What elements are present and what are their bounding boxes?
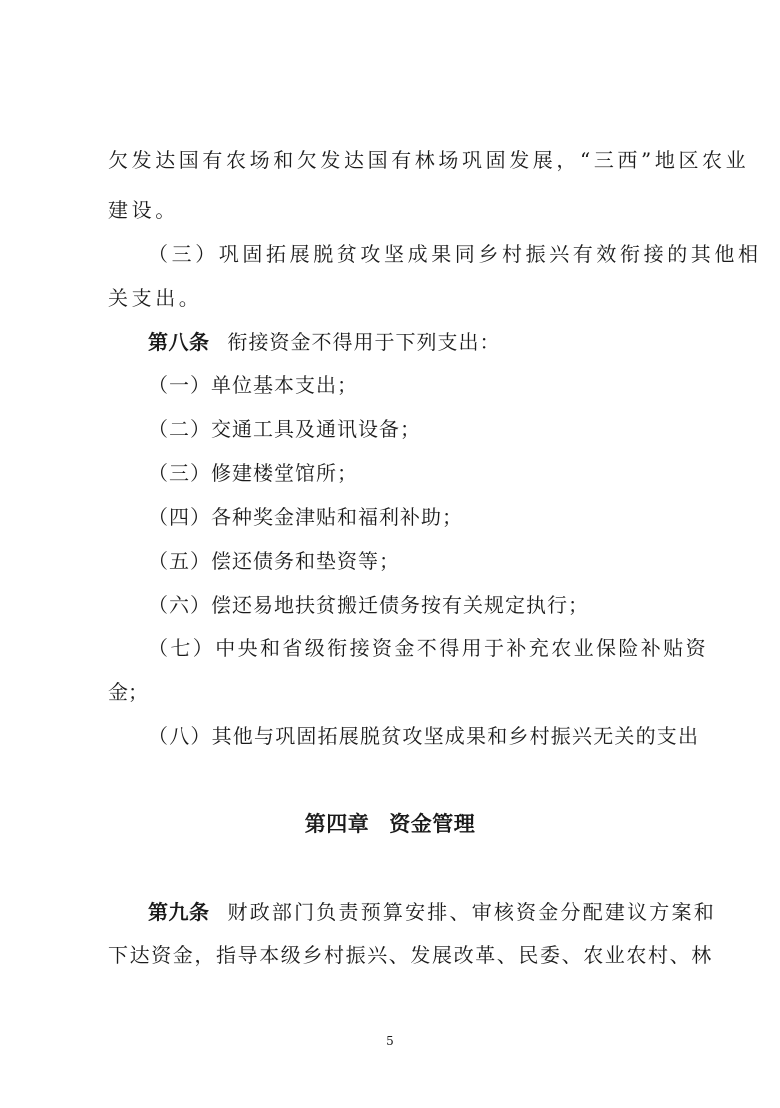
paragraph-line: 欠发达国有农场和欠发达国有林场巩固发展，“三西”地区农业 [108, 148, 750, 172]
article-text: 财政部门负责预算安排、审核资金分配建议方案和 [227, 900, 716, 924]
paragraph-line: 关支出。 [108, 286, 203, 310]
list-item: （一）单位基本支出； [148, 373, 358, 397]
chapter-number: 第四章 [304, 812, 370, 836]
paragraph-line: （三）巩固拓展脱贫攻坚成果同乡村振兴有效衔接的其他相 [148, 242, 762, 266]
chapter-heading [0, 810, 780, 838]
article-heading: 第九条 [148, 900, 210, 924]
list-item: （七）中央和省级衔接资金不得用于补充农业保险补贴资 [148, 636, 708, 660]
list-item-continuation: 金； [108, 680, 148, 704]
list-item: （四）各种奖金津贴和福利补助； [148, 505, 463, 529]
article-9-line [148, 898, 780, 926]
list-item: （三）修建楼堂馆所； [148, 461, 358, 485]
paragraph-line: 建设。 [108, 198, 179, 222]
article-text: 衔接资金不得用于下列支出： [227, 330, 501, 354]
list-item: （五）偿还债务和垫资等； [148, 549, 400, 573]
list-item: （八）其他与巩固拓展脱贫攻坚成果和乡村振兴无关的支出 [148, 724, 700, 748]
paragraph-line: 下达资金，指导本级乡村振兴、发展改革、民委、农业农村、林 [108, 943, 713, 967]
list-item: （六）偿还易地扶贫搬迁债务按有关规定执行； [148, 593, 589, 617]
article-8-line [148, 328, 780, 356]
article-heading: 第八条 [148, 330, 210, 354]
page-number: 5 [386, 1034, 394, 1048]
chapter-title: 资金管理 [389, 812, 476, 836]
list-item: （二）交通工具及通讯设备； [148, 417, 421, 441]
